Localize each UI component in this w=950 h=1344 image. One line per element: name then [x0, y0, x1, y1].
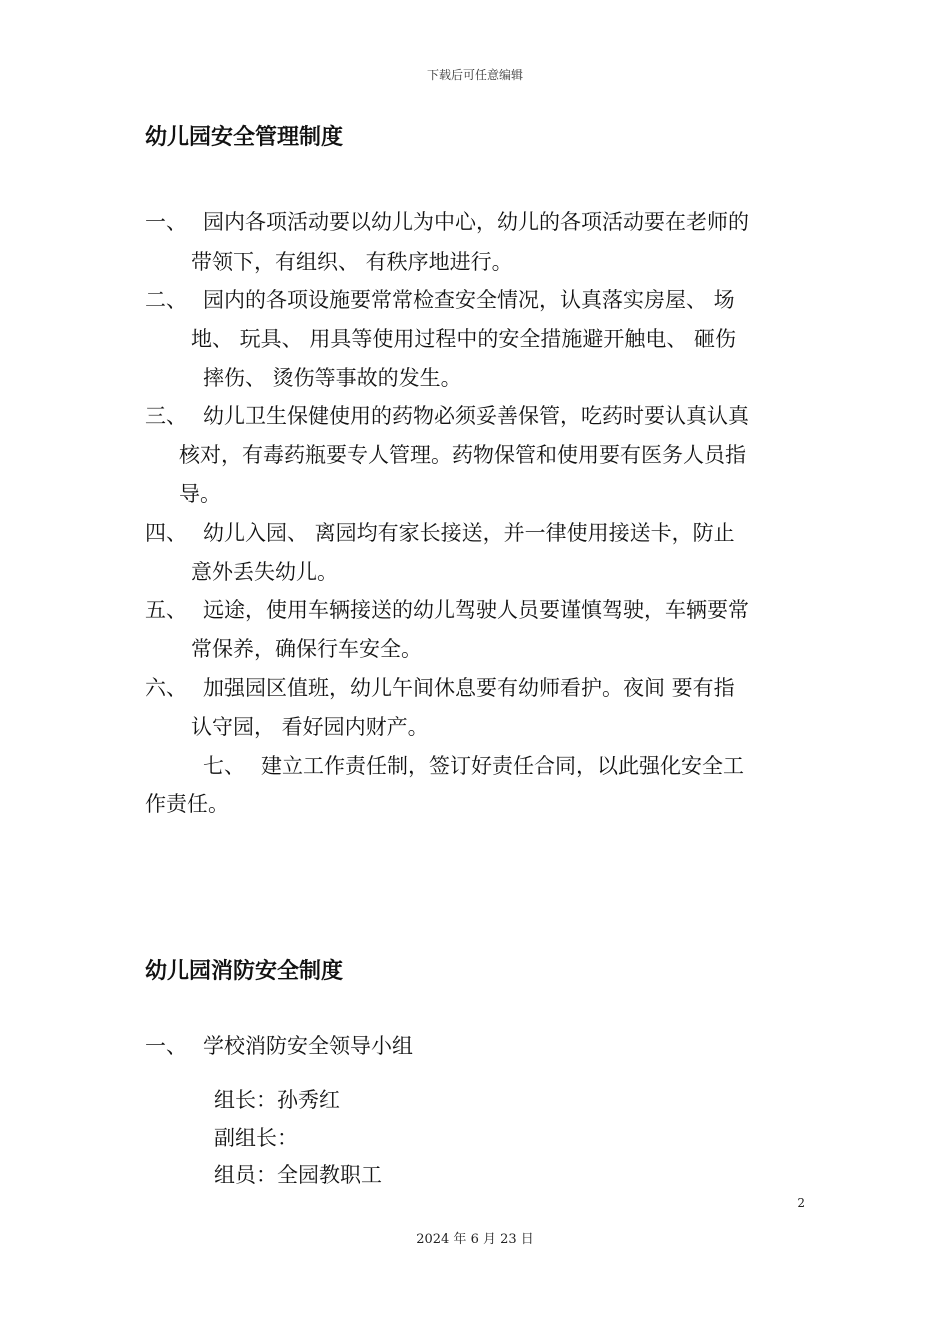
list-item-continuation: 作责任。	[145, 792, 229, 816]
item-text: 园内的各项设施要常常检查安全情况，认真落实房屋、 场	[203, 288, 735, 312]
item-text: 加强园区值班，幼儿午间休息要有幼师看护。夜间 要有指	[203, 676, 735, 700]
item-number: 五、	[145, 598, 187, 622]
item-number: 四、	[145, 521, 187, 545]
list-item-line	[145, 287, 735, 313]
group-leader: 组长：孙秀红	[214, 1088, 340, 1112]
list-item-line	[145, 1033, 413, 1059]
group-vice-leader: 副组长：	[214, 1126, 298, 1150]
item-text: 建立工作责任制，签订好责任合同，以此强化安全工	[261, 754, 744, 778]
list-item-continuation: 认守园， 看好园内财产。	[191, 715, 429, 739]
item-text: 学校消防安全领导小组	[203, 1034, 413, 1058]
item-number: 二、	[145, 288, 187, 312]
item-number: 六、	[145, 676, 187, 700]
list-item-line	[145, 520, 735, 546]
item-number: 七、	[203, 754, 245, 778]
list-item-line	[145, 209, 749, 235]
list-item-line	[145, 403, 749, 429]
section-title-safety-management: 幼儿园安全管理制度	[145, 125, 344, 150]
item-text: 远途，使用车辆接送的幼儿驾驶人员要谨慎驾驶，车辆要常	[203, 598, 749, 622]
page-number: 2	[797, 1196, 805, 1210]
list-item-line	[203, 753, 744, 779]
footer-date: 2024 年 6 月 23 日	[416, 1232, 534, 1247]
list-item-continuation: 地、 玩具、 用具等使用过程中的安全措施避开触电、 砸伤	[191, 327, 737, 351]
item-text: 幼儿入园、 离园均有家长接送，并一律使用接送卡，防止	[203, 521, 735, 545]
item-text: 幼儿卫生保健使用的药物必须妥善保管，吃药时要认真认真	[203, 404, 749, 428]
list-item-continuation: 意外丢失幼儿。	[191, 560, 338, 584]
group-members: 组员：全园教职工	[214, 1163, 382, 1187]
item-number: 一、	[145, 210, 187, 234]
list-item-continuation: 常保养，确保行车安全。	[191, 637, 422, 661]
list-item-continuation: 带领下，有组织、 有秩序地进行。	[191, 250, 513, 274]
list-item-continuation: 摔伤、 烫伤等事故的发生。	[203, 366, 462, 390]
list-item-line	[145, 675, 735, 701]
header-note: 下载后可任意编辑	[426, 68, 523, 82]
list-item-continuation: 核对，有毒药瓶要专人管理。药物保管和使用要有医务人员指	[179, 443, 746, 467]
item-number: 一、	[145, 1034, 187, 1058]
item-number: 三、	[145, 404, 187, 428]
list-item-line	[145, 597, 749, 623]
list-item-continuation: 导。	[179, 482, 221, 506]
item-text: 园内各项活动要以幼儿为中心，幼儿的各项活动要在老师的	[203, 210, 749, 234]
section-title-fire-safety: 幼儿园消防安全制度	[145, 959, 344, 984]
